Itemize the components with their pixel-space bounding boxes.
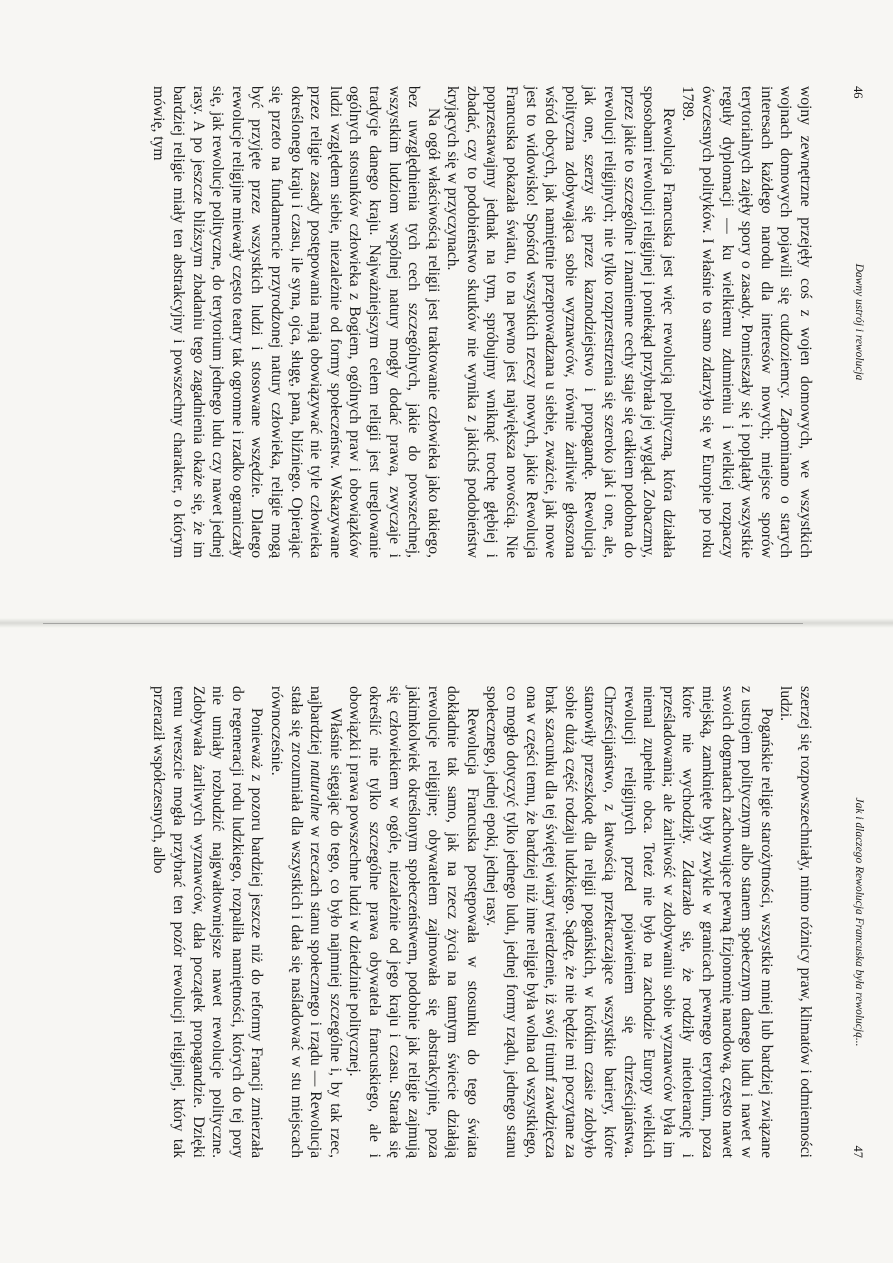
right-paragraph bbox=[776, 686, 815, 1158]
text-run: w rzeczach stanu społecznego i rządu — Rewolucja stała się zrozumiała dla wszystkich i dała się naśladować w stu miejscach równocześnie. bbox=[267, 686, 325, 1158]
gutter-line bbox=[43, 623, 803, 624]
right-page bbox=[0, 640, 893, 1250]
left-paragraph: Na ogół właściwością religii jest traktowanie człowieka jako takiego, bez uwzględnienia tych cech szczególnych, jakie do powszechnej, wszystkim ludziom wspólnej natury mogły dodać prawa, zwyczaje i tradycje danego kraju. Najważniejszym celem religii jest ureglowanie ogólnych stosunków człowieka z Bogiem, ogólnych praw i obowiązków ludzi względem siebie, niezależnie od formy społeczeństw. Wskazywane przez religie zasady postępowania mają obowiązywać nie tyle człowieka określonego kraju i czasu, ile syna, ojca, sługę, pana, bliźniego. Opierając się przeto na fundamencie przyrodzonej natury człowieka, religie mogą być przyjęte przez wszystkich ludzi i stosowane wszędzie. Dlatego rewolucje religijne miewały często teatry tak ogromne i rzadko ograniczały się, jak rewolucje polityczne, do terytorium jednego ludu czy nawet jednej rasy. A po jeszcze bliższym zbadaniu tego zagadnienia okaże się, że im bardziej religie miały ten abstrakcyjny i powszechny charakter, o którym mówię, tym bbox=[150, 86, 442, 558]
right-running-title: Jak i dlaczego Rewolucja Francuska była rewolucją... bbox=[853, 797, 865, 1047]
right-page-number: 47 bbox=[851, 1145, 865, 1158]
text-run: Właśnie sięgając do tego, co było najmniej szczególne i, by tak rzec, najbardziej bbox=[307, 686, 344, 1158]
text-run: szerzej się rozpowszechniały, mimo różnicy praw, klimatów i odmienności ludzi. bbox=[777, 686, 814, 1158]
text-run: Pogańskie religie starożytności, wszystkie mniej lub bardziej związane z ustrojem politycznym albo stanem społecznym danego ludu i nawet w swoich dogmatach zachowujące pewną fizjonomię narodową, często nawet miejską, zamknięte były zwykle w granicach pewnego terytorium, poza które nie wychodziły. Zdarzało się, że rodziły nietolerancję i prześladowania; ale żarliwość w zdobywaniu sobie wyznawców była im niemal zupełnie obca. Toteż nie było na zachodzie Europy wielkich rewolucji religijnych przed pojawieniem się chrześcijaństwa. Chrześcijaństwo, z łatwością przekraczające wszystkie bariery, które stanowiły przeszkodę dla religii pogańskich, w krótkim czasie zdobyło sobie dużą część rodzaju ludzkiego. Sądzę, że nie będzie mi poczytane za brak szacunku dla tej świętej wiary twierdzenie, iż swój triumf zawdzięcza ona w części temu, że bardziej niż inne religie była wolna od wszystkiego, co mogło dotyczyć tylko jednego ludu, jednej formy rządu, jednego stanu społecznego, jednej epoki, jednej rasy. bbox=[483, 686, 775, 1158]
left-running-head bbox=[845, 86, 865, 558]
left-paragraph: Rewolucja Francuska jest więc rewolucją polityczną, która działała sposobami rewolucji religijnej i poniekąd przybrała jej wygląd. Zobaczmy, przez jakie to szczególne i znamienne cechy staje się całkiem podobna do rewolucji religijnych; nie tylko rozprzestrzenia się szeroko jak i one, ale, jak one, szerzy się przez kaznodziejstwo i propagandę. Rewolucja polityczna zdobywająca sobie wyznawców, równie żarliwie głoszona wśród obcych, jak namiętnie przeprowadzana u siebie, zważcie, jak nowe jest to widowisko! Spośród wszystkich rzeczy nowych, jakie Rewolucja Francuska pokazała światu, to na pewno jest największa nowością. Nie poprzestawajmy jednak na tym, spróbujmy wniknąć trochę głębiej i zbadać, czy to podobieństwo skutków nie wynika z jakichś podobieństw kryjących się w przyczynach. bbox=[444, 86, 677, 558]
right-page-body bbox=[149, 686, 815, 1158]
left-page bbox=[0, 0, 893, 608]
left-page-number: 46 bbox=[851, 86, 865, 99]
right-running-head bbox=[845, 686, 865, 1158]
left-running-title: Dawny ustrój i rewolucja bbox=[853, 263, 865, 381]
text-run: Ponieważ z pozoru bardziej jeszcze niż do reformy Francji zmierzała do regeneracji rodu ludzkiego, rozpaliła namiętności, których do tej pory nie umiały rozbudzić najgwałtowniejsze nawet rewolucje polityczne. Zdobywała żarliwych wyznawców, dała początek propagandzie. Dzięki temu wreszcie mogła przybrać ten pozór rewolucji religijnej, który tak przeraził współczesnych, albo bbox=[150, 686, 266, 1158]
left-page-body bbox=[149, 86, 815, 558]
text-run: Rewolucja Francuska postępowała w stosunku do tego świata dokładnie tak samo, jak na rzecz życia na tamtym świecie działają rewolucje religijne; obywatelem zajmowała się abstrakcyjnie, poza jakimkolwiek określonym społeczeństwem, podobnie jak religie zajmują się człowiekiem w ogóle, niezależnie od jego kraju i czasu. Starała się określić nie tylko szczególne prawa obywatela francuskiego, ale i obowiązki i prawa powszechne ludzi w dziedzinie politycznej. bbox=[346, 686, 481, 1158]
right-paragraph bbox=[266, 686, 344, 1158]
left-paragraph: wojny zewnętrzne przejęły coś z wojen domowych, we wszystkich wojnach domowych pojawili się cudzoziemcy. Zapominano o starych interesach każdego narodu dla interesów nowych; miejsce sporów terytorialnych zajęły spory o zasady. Pomieszały się i poplątały wszystkie reguły dyplomacji — ku wielkiemu zdumieniu i wielkiej rozpaczy ówczesnych polityków. I właśnie to samo zdarzyło się w Europie po roku 1789. bbox=[679, 86, 814, 558]
right-paragraph bbox=[149, 686, 267, 1158]
italic-word: naturalne bbox=[307, 760, 325, 821]
right-paragraph bbox=[482, 686, 776, 1158]
right-paragraph bbox=[345, 686, 482, 1158]
